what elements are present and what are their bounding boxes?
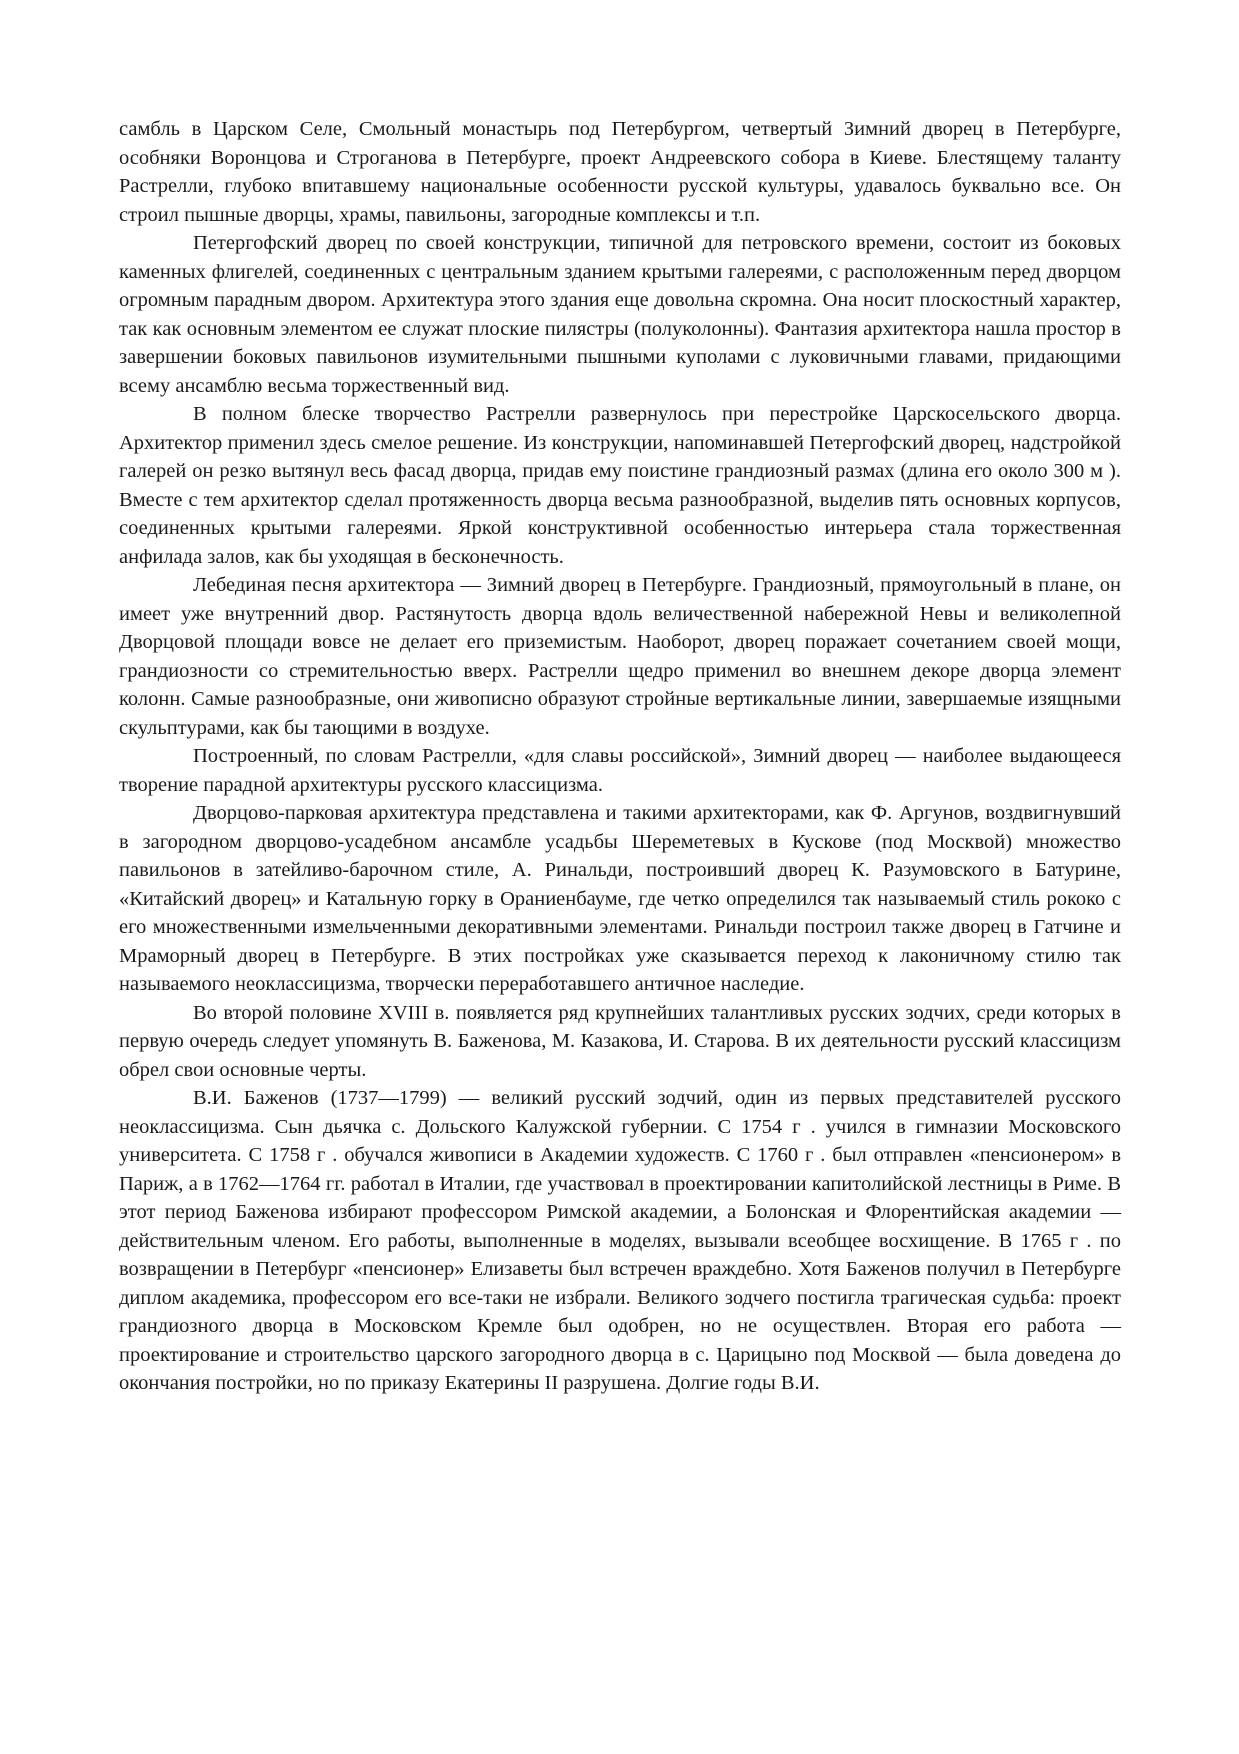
paragraph-winter-palace-summary: Построенный, по словам Растрелли, «для славы российской», Зимний дворец — наиболее выдающееся творение парадной архитектуры русского классицизма.: [119, 745, 1121, 796]
document-page: [119, 115, 1121, 1398]
paragraph-peterhof-palace: Петергофский дворец по своей конструкции, типичной для петровского времени, состоит из боковых каменных флигелей, соединенных с центральным зданием крытыми галереями, с расположенным перед дворцом огромным парадным двором. Архитектура этого здания еще довольна скромна. Она носит плоскостный характер, так как основным элементом ее служат плоские пилястры (полуколонны). Фантазия архитектора нашла простор в завершении боковых павильонов изумительными пышными куполами с луковичными главами, придающими всему ансамблю весьма торжественный вид.: [119, 232, 1121, 397]
paragraph-palace-park-architecture: Дворцово-парковая архитектура представлена и такими архитекторами, как Ф. Аргунов, воздвигнувший в загородном дворцово-усадебном ансамбле усадьбы Шереметевых в Кускове (под Москвой) множество павильонов в затейливо-барочном стиле, А. Ринальди, построивший дворец К. Разумовского в Батурине, «Китайский дворец» и Катальную горку в Ораниенбауме, где четко определился так называемый стиль рококо с его множественными измельченными декоративными элементами. Ринальди построил также дворец в Гатчине и Мраморный дворец в Петербурге. В этих постройках уже сказывается переход к лаконичному стилю так называемого неоклассицизма, творчески переработавшего античное наследие.: [119, 802, 1121, 995]
paragraph-winter-palace: Лебединая песня архитектора — Зимний дворец в Петербурге. Грандиозный, прямоугольный в плане, он имеет уже внутренний двор. Растянутость дворца вдоль величественной набережной Невы и великолепной Дворцовой площади вовсе не делает его приземистым. Наоборот, дворец поражает сочетанием своей мощи, грандиозности со стремительностью вверх. Растрелли щедро применил во внешнем декоре дворца элемент колонн. Самые разнообразные, они живописно образуют стройные вертикальные линии, завершаемые изящными скульптурами, как бы тающими в воздухе.: [119, 574, 1121, 739]
paragraph-bazhenov: В.И. Баженов (1737—1799) — великий русский зодчий, один из первых представителей русского неоклассицизма. Сын дьячка с. Дольского Калужской губернии. С 1754 г . учился в гимназии Московского университета. С 1758 г . обучался живописи в Академии художеств. С 1760 г . был отправлен «пенсионером» в Париж, а в 1762—1764 гг. работал в Италии, где участвовал в проектировании капитолийской лестницы в Риме. В этот период Баженова избирают профессором Римской академии, а Болонская и Флорентийская академии — действительным членом. Его работы, выполненные в моделях, вызывали всеобщее восхищение. В 1765 г . по возвращении в Петербург «пенсионер» Елизаветы был встречен враждебно. Хотя Баженов получил в Петербурге диплом академика, профессором его все-таки не избрали. Великого зодчего постигла трагическая судьба: проект грандиозного дворца в Московском Кремле был одобрен, но не осуществлен. Вторая его работа — проектирование и строительство царского загородного дворца в с. Царицыно под Москвой — была доведена до окончания постройки, но по приказу Екатерины II разрушена. Долгие годы В.И.: [119, 1087, 1121, 1394]
paragraph-18th-century-architects: Во второй половине XVIII в. появляется ряд крупнейших талантливых русских зодчих, среди которых в первую очередь следует упомянуть В. Баженова, М. Казакова, И. Старова. В их деятельности русский классицизм обрел свои основные черты.: [119, 1001, 1121, 1081]
paragraph-tsarskoye-selo-palace: В полном блеске творчество Растрелли развернулось при перестройке Царскосельского дворца. Архитектор применил здесь смелое решение. Из конструкции, напоминавшей Петергофский дворец, надстройкой галерей он резко вытянул весь фасад дворца, придав ему поистине грандиозный размах (длина его около 300 м ). Вместе с тем архитектор сделал протяженность дворца весьма разнообразной, выделив пять основных корпусов, соединенных крытыми галереями. Яркой конструктивной особенностью интерьера стала торжественная анфилада залов, как бы уходящая в бесконечность.: [119, 403, 1121, 568]
paragraph-continuation: самбль в Царском Селе, Смольный монастырь под Петербургом, четвертый Зимний дворец в Петербурге, особняки Воронцова и Строганова в Петербурге, проект Андреевского собора в Киеве. Блестящему таланту Растрелли, глубоко впитавшему национальные особенности русской культуры, удавалось буквально все. Он строил пышные дворцы, храмы, павильоны, загородные комплексы и т.п.: [119, 118, 1121, 226]
